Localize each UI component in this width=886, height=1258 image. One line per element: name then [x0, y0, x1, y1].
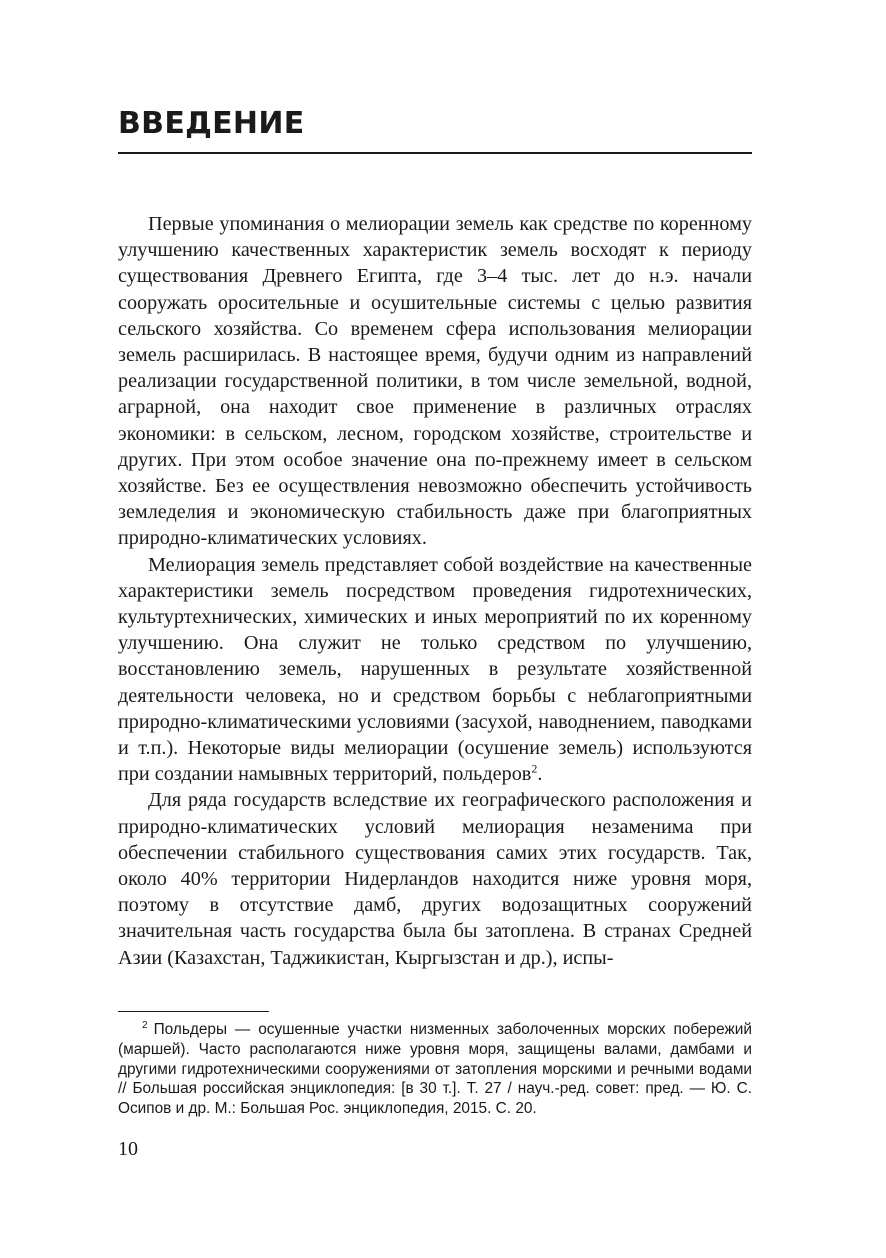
- page-number: 10: [118, 1138, 138, 1160]
- footnote-marker: 2: [142, 1019, 148, 1031]
- paragraph-3: Для ряда государств вследствие их географического расположения и природно-климатических условий мелиорация незаменима при обеспечении стабильного существования самих этих государств. Так, около 40% территории Нидерландов находится ниже уровня моря, поэтому в отсутствие дамб, других водозащитных сооружений значительная часть государства была бы затоплена. В странах Средней Азии (Казахстан, Таджикистан, Кыргызстан и др.), испы-: [118, 789, 752, 969]
- chapter-heading: ВВЕДЕНИЕ: [118, 106, 305, 141]
- footnote-text: Польдеры — осушенные участки низменных заболоченных морских побережий (маршей). Часто располагаются ниже уровня моря, защищены валами, дамбами и другими гидротехническими сооружениями от затопления морскими и речными водами // Большая российская энциклопедия: [в 30 т.]. Т. 27 / науч.-ред. совет: пред. — Ю. С. Осипов и др. М.: Большая Рос. энциклопедия, 2015. С. 20.: [118, 1021, 752, 1118]
- footnote: [118, 1020, 752, 1119]
- heading-rule: [118, 152, 752, 154]
- body-text: [118, 211, 752, 971]
- paragraph-2-text: Мелиорация земель представляет собой воздействие на качественные характеристики земель посредством проведения гидротехнических, культуртехнических, химических и иных мероприятий по их коренному улучшению. Она служит не только средством по улучшению, восстановлению земель, нарушенных в результате хозяйственной деятельности человека, но и средством борьбы с неблагоприятными природно-климатическими условиями (засухой, наводнением, паводками и т.п.). Некоторые виды мелиорации (осушение земель) используются при создании намывных территорий, польдеров: [118, 553, 752, 786]
- footnote-rule: [118, 1011, 269, 1012]
- paragraph-1: Первые упоминания о мелиорации земель как средстве по коренному улучшению качественных характеристик земель восходят к периоду существования Древнего Египта, где 3–4 тыс. лет до н.э. начали сооружать оросительные и осушительные системы с целью развития сельского хозяйства. Со временем сфера использования мелиорации земель расширилась. В настоящее время, будучи одним из направлений реализации государственной политики, в том числе земельной, водной, аграрной, она находит свое применение в различных отраслях экономики: в сельском, лесном, городском хозяйстве, строительстве и других. При этом особое значение она по-прежнему имеет в сельском хозяйстве. Без ее осуществления невозможно обеспечить устойчивость земледелия и экономическую стабильность даже при благоприятных природно-климатических условиях.: [118, 213, 752, 550]
- footnote-reference[interactable]: 2: [531, 761, 538, 776]
- paragraph-2: [118, 552, 752, 788]
- paragraph-2-end: .: [537, 763, 543, 786]
